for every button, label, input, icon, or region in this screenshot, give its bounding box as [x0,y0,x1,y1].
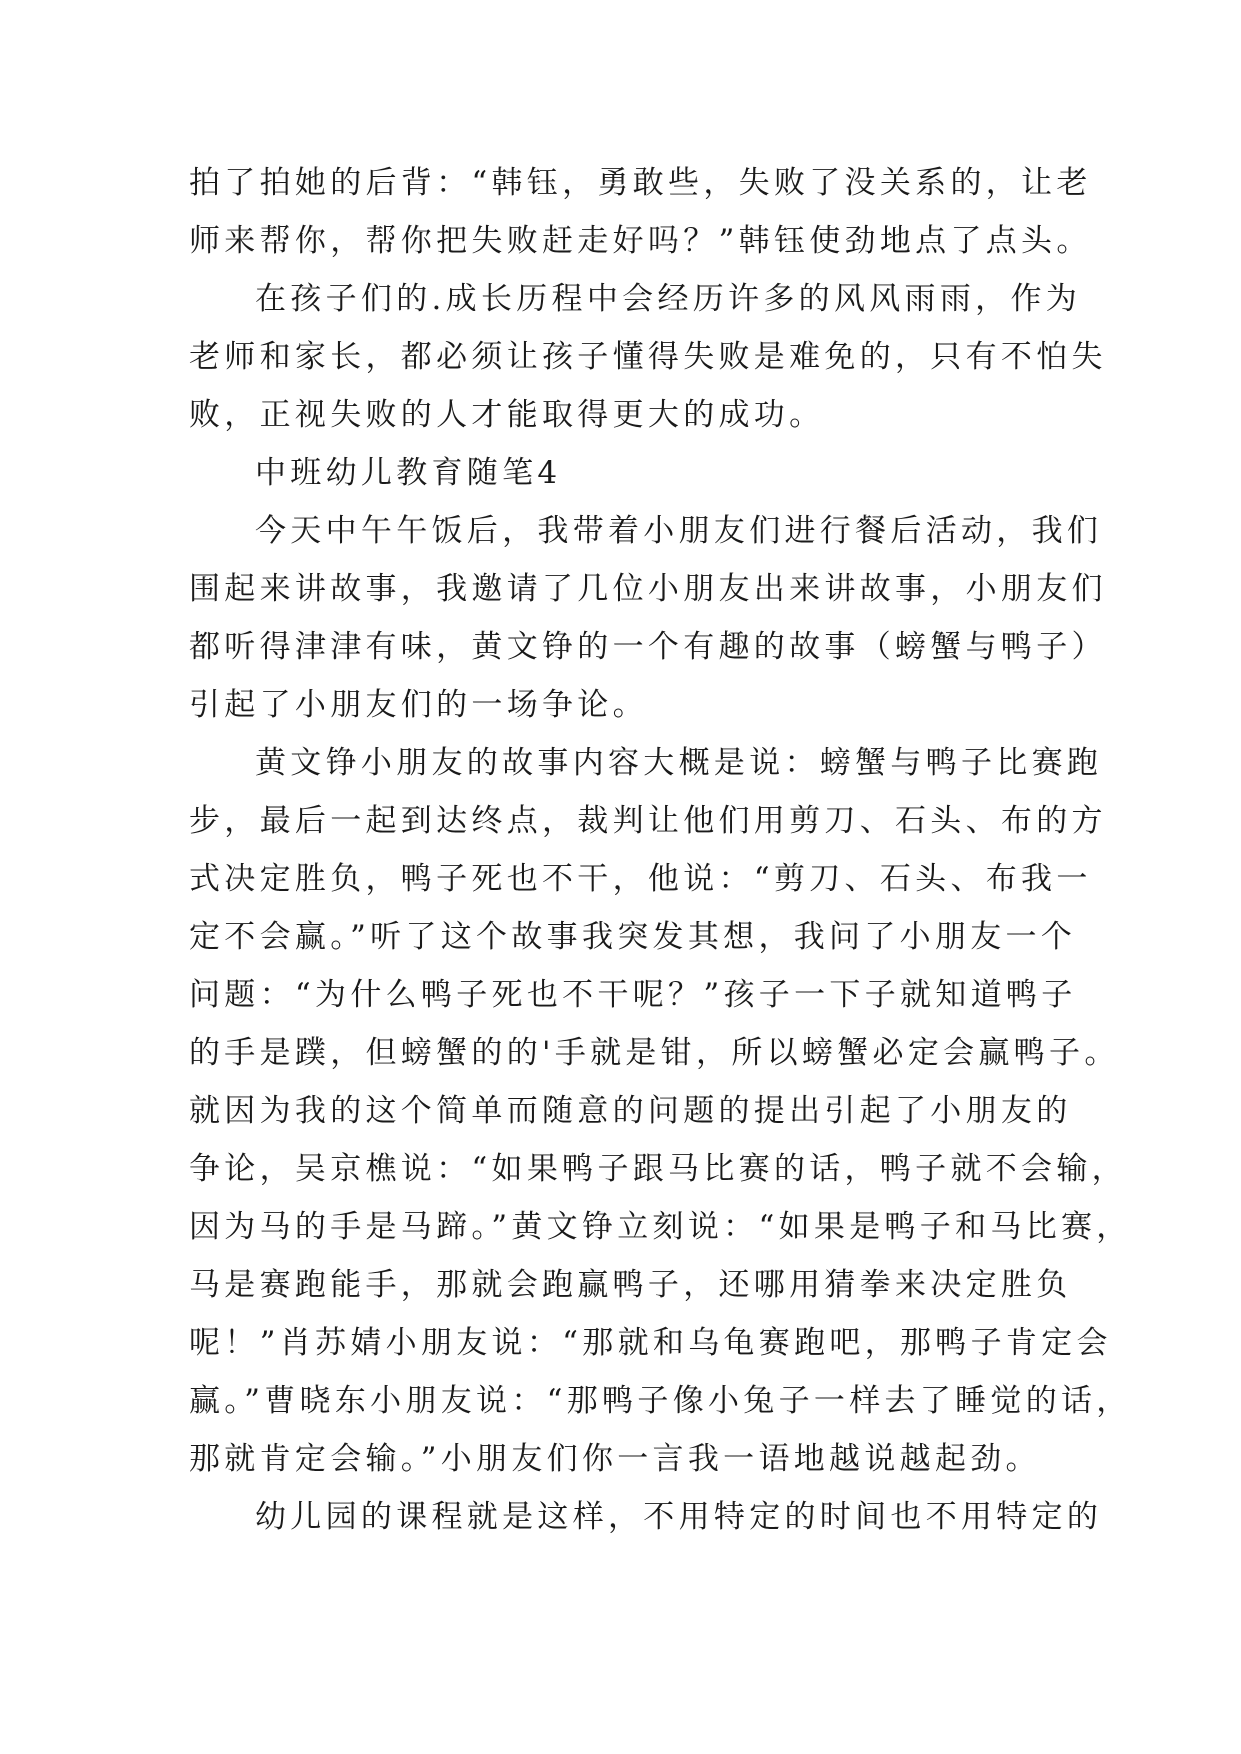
text-line: 围起来讲故事，我邀请了几位小朋友出来讲故事，小朋友们 [189,571,1107,607]
text-line: 师来帮你，帮你把失败赶走好吗？”韩钰使劲地点了点头。 [189,223,1092,259]
text-line: 老师和家长，都必须让孩子懂得失败是难免的，只有不怕失 [189,339,1107,375]
section-heading: 中班幼儿教育随笔4 [255,455,562,491]
text-line: 争论，吴京樵说：“如果鸭子跟马比赛的话，鸭子就不会输， [189,1151,1127,1187]
text-line: 在孩子们的.成长历程中会经历许多的风风雨雨，作为 [255,281,1082,317]
text-line: 拍了拍她的后背：“韩钰，勇敢些，失败了没关系的，让老 [189,165,1092,201]
text-line: 马是赛跑能手，那就会跑赢鸭子，还哪用猜拳来决定胜负 [189,1267,1072,1303]
text-line: 式决定胜负，鸭子死也不干，他说：“剪刀、石头、布我一 [189,861,1092,897]
text-line: 的手是蹼，但螃蟹的的'手就是钳，所以螃蟹必定会赢鸭子。 [189,1035,1120,1071]
document-body [189,154,1132,1546]
text-line: 定不会赢。”听了这个故事我突发其想，我问了小朋友一个 [189,919,1077,955]
text-line: 黄文铮小朋友的故事内容大概是说：螃蟹与鸭子比赛跑 [255,745,1103,781]
text-line: 败，正视失败的人才能取得更大的成功。 [189,397,825,433]
text-line: 呢！”肖苏婧小朋友说：“那就和乌龟赛跑吧，那鸭子肯定会 [189,1325,1112,1361]
text-line: 问题：“为什么鸭子死也不干呢？”孩子一下子就知道鸭子 [189,977,1077,1013]
text-line: 幼儿园的课程就是这样，不用特定的时间也不用特定的 [255,1499,1103,1535]
text-line: 那就肯定会输。”小朋友们你一言我一语地越说越起劲。 [189,1441,1041,1477]
text-line: 步，最后一起到达终点，裁判让他们用剪刀、石头、布的方 [189,803,1107,839]
text-line: 赢。”曹晓东小朋友说：“那鸭子像小兔子一样去了睡觉的话， [189,1383,1132,1419]
text-line: 引起了小朋友们的一场争论。 [189,687,648,723]
text-line: 就因为我的这个简单而随意的问题的提出引起了小朋友的 [189,1093,1072,1129]
text-line: 今天中午午饭后，我带着小朋友们进行餐后活动，我们 [255,513,1103,549]
text-line: 因为马的手是马蹄。”黄文铮立刻说：“如果是鸭子和马比赛， [189,1209,1132,1245]
text-line: 都听得津津有味，黄文铮的一个有趣的故事（螃蟹与鸭子） [189,629,1107,665]
